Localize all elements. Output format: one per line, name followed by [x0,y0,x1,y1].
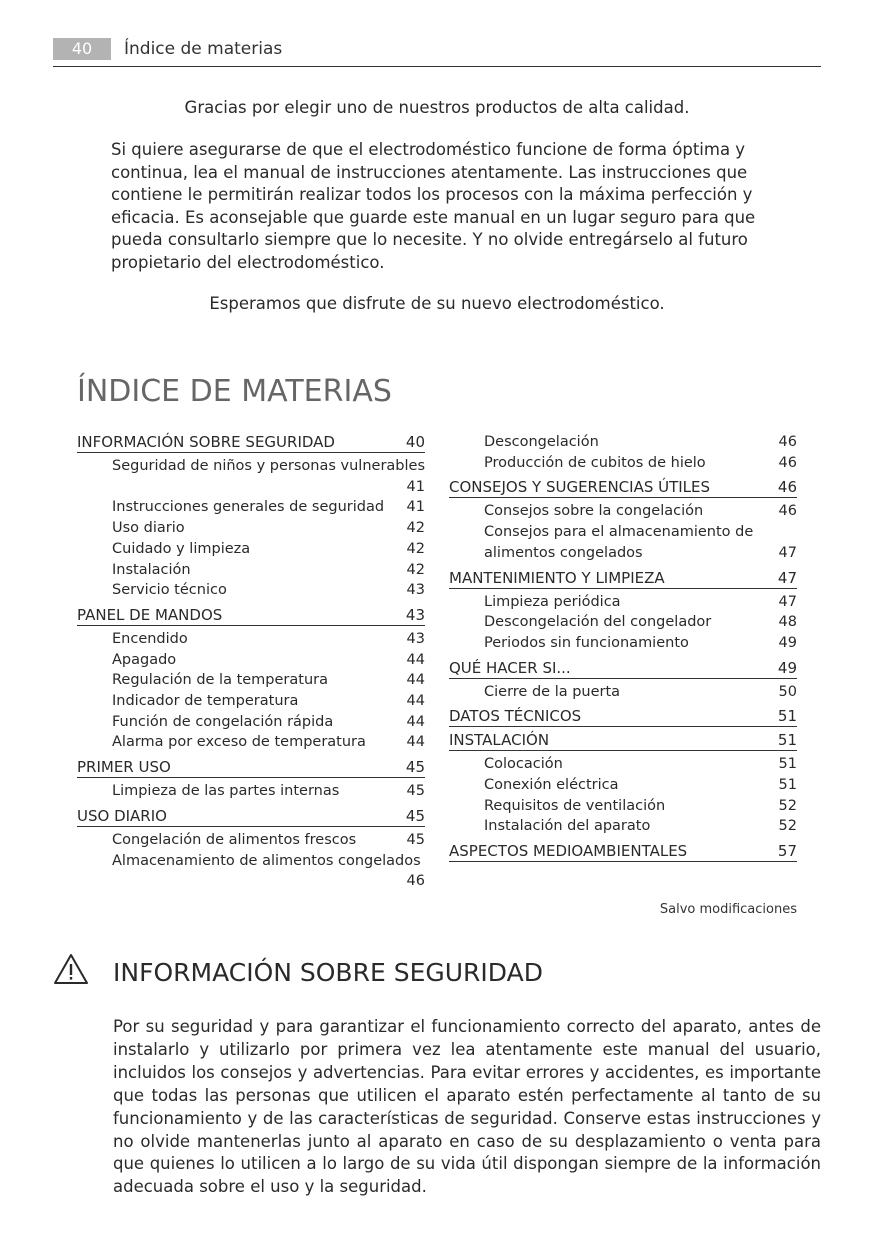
toc-entry [77,781,425,802]
toc-page-number: 47 [778,593,797,610]
toc-section-label: CONSEJOS Y SUGERENCIAS ÚTILES [449,478,711,497]
toc-entry-label: Consejos para el almacenamiento de [484,524,754,541]
toc-page-number: 49 [778,634,797,651]
toc-left-column [77,432,425,892]
toc-page-number: 48 [778,614,797,631]
toc-entry [77,670,425,691]
toc-entry-label: Almacenamiento de alimentos congelados [112,852,421,869]
header-title: Índice de materias [124,39,283,59]
toc-entry-label: Congelación de alimentos frescos [112,831,357,848]
toc-entry [77,712,425,733]
toc-entry-label: Indicador de temperatura [112,693,299,710]
toc-page-number: 44 [406,672,425,689]
toc-section [77,806,425,827]
toc-title: ÍNDICE DE MATERIAS [77,374,392,409]
toc-entry [449,775,797,796]
toc-section-label: INSTALACIÓN [449,731,550,750]
footnote: Salvo modificaciones [659,902,797,917]
toc-page-number: 51 [777,731,797,750]
toc-section [77,432,425,453]
toc-entry-label: Cuidado y limpieza [112,540,251,557]
toc-page-number: 42 [406,540,425,557]
toc-entry [77,518,425,539]
toc-page-number: 44 [406,734,425,751]
toc-entry-label: Instalación [112,561,191,578]
toc-page-number: 41 [406,478,425,495]
toc-entry [77,497,425,518]
toc-entry [77,580,425,601]
toc-page-number: 49 [777,658,797,677]
toc-entry [449,816,797,837]
toc-page-number: 46 [778,454,797,471]
toc-entry-label: Encendido [112,630,188,647]
toc-entry [449,453,797,474]
toc-section [449,841,797,862]
toc-entry-label: Uso diario [112,520,185,537]
toc-section [449,706,797,727]
toc-page-number: 46 [406,873,425,890]
toc-page-number: 44 [406,693,425,710]
toc-entry [449,612,797,633]
toc-entry-label: Instalación del aparato [484,818,651,835]
toc-page-number: 45 [405,806,425,825]
toc-entry [77,629,425,650]
toc-page-number: 51 [777,707,797,726]
toc-entry [449,796,797,817]
toc-entry [77,830,425,851]
toc-section-label: USO DIARIO [77,806,167,825]
toc-entry-label: Descongelación [484,434,599,450]
toc-entry-label: Conexión eléctrica [484,777,619,794]
toc-page-number: 44 [406,651,425,668]
toc-entry-label: Regulación de la temperatura [112,672,329,689]
toc-section-label: ASPECTOS MEDIOAMBIENTALES [449,842,688,861]
toc-page-number: 43 [406,582,425,599]
toc-entry-label: Cierre de la puerta [484,683,621,700]
toc-entry-label: Descongelación del congelador [484,614,712,631]
toc-entry [449,754,797,775]
toc-page-number: 42 [406,561,425,578]
toc-entry [77,539,425,560]
toc-page-number: 51 [778,756,797,773]
toc-right-column [449,432,797,865]
toc-page-number: 45 [406,831,425,848]
toc-entry-label: Función de congelación rápida [112,713,334,730]
toc-entry [77,732,425,753]
toc-entry-label: Producción de cubitos de hielo [484,454,706,471]
toc-section [77,757,425,778]
page-header [53,38,821,67]
toc-page-number: 45 [406,783,425,800]
toc-section-label: DATOS TÉCNICOS [449,707,582,726]
toc-section [449,730,797,751]
toc-section [449,658,797,679]
toc-entry [77,691,425,712]
toc-section-label: PANEL DE MANDOS [77,605,223,624]
toc-page-number: 45 [405,758,425,777]
toc-page-number: 46 [778,434,797,450]
toc-entry [449,592,797,613]
toc-entry-label: Limpieza de las partes internas [112,783,340,800]
toc-page-number: 43 [406,630,425,647]
page-number: 40 [53,38,111,60]
toc-entry-label: alimentos congelados [484,544,643,561]
toc-entry-label: Requisitos de ventilación [484,797,666,814]
toc-page-number: 40 [405,433,425,451]
toc-page-number: 44 [406,713,425,730]
toc-page-number: 47 [777,568,797,587]
toc-section [449,568,797,589]
intro-paragraph: Si quiere asegurarse de que el electrodoméstico funcione de forma óptima y continua, lea el manual de instrucciones atentamente. Las instrucciones que contiene le permitirán realizar todos los procesos con la máxima perfección y eficacia. Es aconsejable que guarde este manual en un lugar seguro para que pueda consultarlo siempre que lo necesite. Y no olvide entregárselo al futuro propietario del electrodoméstico. [111,140,756,272]
intro-enjoy: Esperamos que disfrute de su nuevo electrodoméstico. [209,294,665,313]
toc-section [449,477,797,498]
warning-icon [53,953,89,985]
toc-entry [449,501,797,522]
toc-page-number: 42 [406,520,425,537]
toc-page-number: 52 [778,797,797,814]
toc-page-number: 47 [778,544,797,561]
toc-entry-label: Colocación [484,756,563,773]
toc-page-number: 46 [777,478,797,497]
toc-page-number: 43 [405,605,425,624]
toc-page-number: 57 [777,842,797,861]
toc-entry-label: Limpieza periódica [484,593,621,610]
toc-entry [77,851,425,892]
toc-entry [77,456,425,497]
toc-entry [449,682,797,703]
intro-thanks: Gracias por elegir uno de nuestros productos de alta calidad. [184,98,690,117]
toc-page-number: 52 [778,818,797,835]
toc-entry-label: Servicio técnico [112,582,227,599]
toc-page-number: 50 [778,683,797,700]
toc-page-number: 46 [778,503,797,520]
toc-entry [77,650,425,671]
safety-paragraph: Por su seguridad y para garantizar el funcionamiento correcto del aparato, antes de instalarlo y utilizarlo por primera vez lea atentamente este manual del usuario, incluidos los consejos y advertencias. Para evitar errores y accidentes, es importante que todas las personas que utilicen el aparato estén perfectamente al tanto de su funcionamiento y de las características de seguridad. Conserve estas instrucciones y no olvide mantenerlas junto al aparato en caso de su desplazamiento o venta para que quienes lo utilicen a lo largo de su vida útil dispongan siempre de la información adecuada sobre el uso y la seguridad. [113,1017,821,1197]
toc-page-number: 41 [406,499,425,516]
toc-section [77,605,425,626]
toc-entry-label: Instrucciones generales de seguridad [112,499,385,516]
toc-entry-label: Periodos sin funcionamiento [484,634,689,651]
safety-title: INFORMACIÓN SOBRE SEGURIDAD [113,958,543,987]
toc-entry [449,432,797,453]
toc-section-label: MANTENIMIENTO Y LIMPIEZA [449,568,665,587]
toc-entry [77,560,425,581]
toc-entry-label: Alarma por exceso de temperatura [112,734,366,751]
toc-entry-label: Seguridad de niños y personas vulnerables [112,458,425,474]
toc-entry-label: Apagado [112,651,177,668]
toc-section-label: INFORMACIÓN SOBRE SEGURIDAD [77,433,335,451]
toc-page-number: 51 [778,777,797,794]
toc-entry [449,522,797,563]
toc-entry-label: Consejos sobre la congelación [484,503,704,520]
toc-section-label: PRIMER USO [77,758,171,777]
toc-entry [449,633,797,654]
toc-section-label: QUÉ HACER SI... [449,658,571,677]
